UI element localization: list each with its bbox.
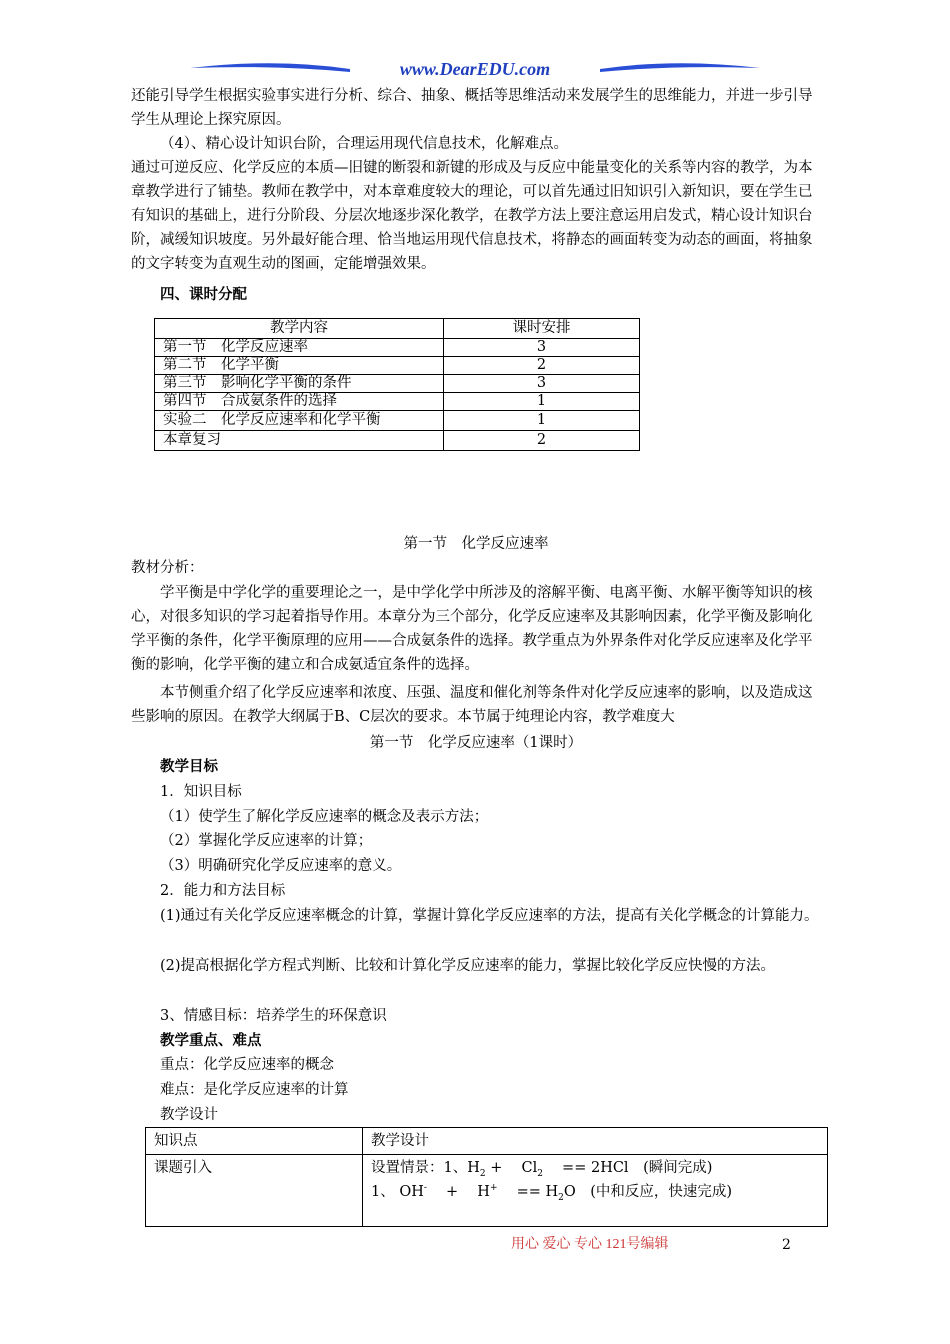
intro-paragraph-3: 通过可逆反应、化学反应的本质—旧键的断裂和新键的形成及与反应中能量变化的关系等内容的教学，为本章教学进行了铺垫。教师在教学中，对本章难度较大的理论，可以首先通过旧知识引入新知识，要在学生已有知识的基础上，进行分阶段、分层次地逐步深化教学，在教学方法上要注意运用启发式，精心设计知识台阶，减缓知识坡度。另外最好能合理、恰当地运用现代信息技术，将静态的画面转变为动态的画面，将抽象的文字转变为直观生动的图画，定能增强效果。 [131,160,813,272]
intro-paragraph-1: 还能引导学生根据实验事实进行分析、综合、抽象、概括等思维活动来发展学生的思维能力，并进一步引导学生从理论上探究原因。 [131,88,813,128]
table-row [146,1155,828,1227]
row-hours: 2 [444,431,640,451]
ability-goal-2: (2)提高根据化学方程式判断、比较和计算化学反应速率的能力，掌握比较化学反应快慢的方法。 [160,958,776,974]
difficult-point: 难点：是化学反应速率的计算 [160,1082,349,1098]
analysis-paragraph-1: 学平衡是中学化学的重要理论之一，是中学化学中所涉及的溶解平衡、电离平衡、水解平衡等知识的核心，对很多知识的学习起着指导作用。本章分为三个部分，化学反应速率及其影响因素，化学平衡及影响化学平衡的条件，化学平衡原理的应用——合成氨条件的选择。教学重点为外界条件对化学反应速率及化学平衡的影响，化学平衡的建立和合成氨适宜条件的选择。 [131,585,813,673]
row-hours: 3 [444,375,640,393]
row-content: 实验二 化学反应速率和化学平衡 [155,411,444,431]
site-url: www.DearEDU.com [399,59,551,79]
table-row [155,411,640,431]
design-label: 教学设计 [160,1107,218,1123]
goals-title: 教学目标 [160,758,218,775]
lesson-subtitle: 第一节 化学反应速率（1课时） [369,735,583,751]
analysis-paragraph-2: 本节侧重介绍了化学反应速率和浓度、压强、温度和催化剂等条件对化学反应速率的影响，以及造成这些影响的原因。在教学大纲属于B、C层次的要求。本节属于纯理论内容，教学难度大 [131,685,813,725]
row-content: 第四节 合成氨条件的选择 [155,393,444,411]
footer-note: 用心 爱心 专心 121号编辑 [511,1237,669,1252]
equation-line-1: 设置情景：1、$H_2$ + $Cl_2$ == 2HCl (瞬间完成) [371,1160,713,1179]
knowledge-goal-3: （3）明确研究化学反应速率的意义。 [160,858,402,874]
table-row [155,357,640,375]
knowledge-goal-2: （2）掌握化学反应速率的计算； [160,833,373,849]
ability-goal-1: (1)通过有关化学反应速率概念的计算，掌握计算化学反应速率的方法，提高有关化学概念的计算能力。 [160,908,819,924]
header-design: 教学设计 [363,1128,828,1155]
row-hours: 1 [444,411,640,431]
hours-table [154,318,640,451]
lesson-title: 第一节 化学反应速率 [403,536,549,552]
emotion-goal: 3、情感目标：培养学生的环保意识 [160,1008,387,1024]
section-title-hours: 四、课时分配 [160,286,247,303]
row-hours: 3 [444,339,640,357]
intro-paragraph-2: （4）、精心设计知识台阶，合理运用现代信息技术，化解难点。 [160,136,568,152]
table-row [155,339,640,357]
row-content: 第一节 化学反应速率 [155,339,444,357]
row-topic: 课题引入 [146,1155,363,1227]
site-header [175,56,775,84]
table-row [155,375,640,393]
table-row [155,431,640,451]
knowledge-goal: 1．知识目标 [160,784,242,800]
header-hours: 课时安排 [444,319,640,339]
row-content: 本章复习 [155,431,444,451]
row-content: 第二节 化学平衡 [155,357,444,375]
page-number: 2 [782,1237,791,1253]
row-design [363,1155,828,1227]
table-header-row [146,1128,828,1155]
table-header-row [155,319,640,339]
equation-line-2: 1、 OH- + H+ == $H_2O$ (中和反应，快速完成) [371,1183,733,1203]
row-hours: 1 [444,393,640,411]
row-hours: 2 [444,357,640,375]
ability-goal: 2．能力和方法目标 [160,883,286,899]
row-content: 第三节 影响化学平衡的条件 [155,375,444,393]
header-content: 教学内容 [155,319,444,339]
table-row [155,393,640,411]
key-point: 重点：化学反应速率的概念 [160,1057,334,1073]
analysis-label: 教材分析： [131,560,204,576]
header-topic: 知识点 [146,1128,363,1155]
design-table [145,1127,828,1227]
knowledge-goal-1: （1）使学生了解化学反应速率的概念及表示方法； [160,809,489,825]
key-title: 教学重点、难点 [160,1032,262,1049]
